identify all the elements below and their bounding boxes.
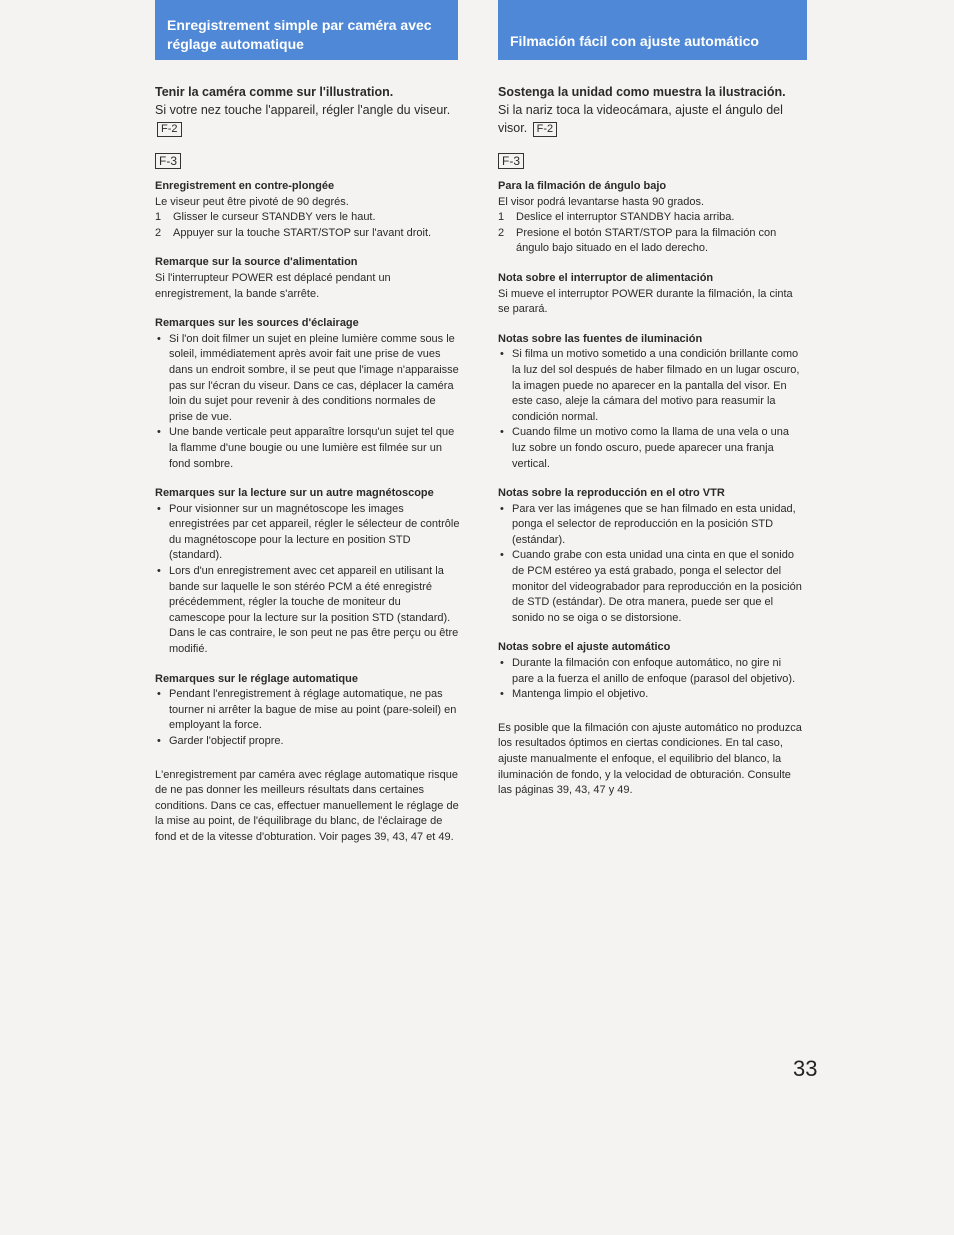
section-title-lighting: Remarques sur les sources d'éclairage <box>155 317 359 330</box>
section-text-low-angle: Le viseur peut être pivoté de 90 degrés. <box>155 195 349 208</box>
intro-bold-fr: Tenir la caméra comme sur l'illustration. <box>155 85 394 99</box>
figure-ref-f2: F-2 <box>157 122 182 137</box>
section-title-auto: Notas sobre el ajuste automático <box>498 641 671 654</box>
steps-list <box>155 210 460 241</box>
bullet-item: • Pour visionner sur un magnétoscope les images enregistrées par cet appareil, régler le sélecteur de contrôle du magnétoscope pour la lecture en position STD (standard). <box>155 502 460 564</box>
bullet-item: • Une bande verticale peut apparaître lorsqu'un sujet tel que la flamme d'une bougie ou une lumière est filmée sur un fond sombre. <box>155 425 460 472</box>
step-text: Presione el botón START/STOP para la filmación con ángulo bajo situado en el lado derecho. <box>516 226 777 255</box>
closing-paragraph: Es posible que la filmación con ajuste automático no produzca los resultados óptimos en ciertas condiciones. En tal caso, ajuste manualmente el enfoque, el equilibrio del blanco, la iluminación de fondo, y la velocidad de obturación. Consulte las páginas 39, 43, 47 y 49. <box>498 721 802 797</box>
section-title-power: Remarque sur la source d'alimentation <box>155 256 358 269</box>
bullet-item: • Mantenga limpio el objetivo. <box>498 687 806 703</box>
section-text-power: Si l'interrupteur POWER est déplacé pendant un enregistrement, la bande s'arrête. <box>155 271 391 300</box>
section-title-playback: Remarques sur la lecture sur un autre magnétoscope <box>155 487 434 500</box>
figure-label-f3: F-3 <box>155 153 181 169</box>
step-text: Glisser le curseur STANDBY vers le haut. <box>173 211 376 224</box>
steps-list <box>498 210 806 257</box>
bullet-item: • Durante la filmación con enfoque automático, no gire ni pare a la fuerza el anillo de enfoque (parasol del objetivo). <box>498 656 806 687</box>
step-text: Deslice el interruptor STANDBY hacia arriba. <box>516 211 735 224</box>
column-es <box>498 83 806 799</box>
bullet-list <box>498 347 806 472</box>
figure-ref-f2: F-2 <box>533 122 558 137</box>
intro-text-es <box>498 101 806 137</box>
column-fr <box>155 83 460 846</box>
page-number: 33 <box>793 1056 818 1081</box>
figure-label-f3: F-3 <box>498 153 524 169</box>
section-title-playback: Notas sobre la reproducción en el otro VTR <box>498 487 725 500</box>
step-item <box>498 226 806 257</box>
bullet-item: • Cuando grabe con esta unidad una cinta en que el sonido de PCM estéreo ya está grabado, ponga el selector del monitor del videograbador para reproducción en la posición de STD (estándar). De otra manera, puede ser que el sonido no se oiga o se distorsione. <box>498 548 806 626</box>
step-item <box>155 210 460 226</box>
step-number: 1 <box>498 211 505 224</box>
header-es: Filmación fácil con ajuste automático <box>498 0 807 60</box>
section-title-auto: Remarques sur le réglage automatique <box>155 672 358 685</box>
section-text-low-angle: El visor podrá levantarse hasta 90 grados. <box>498 195 705 208</box>
bullet-item: • Lors d'un enregistrement avec cet appareil en utilisant la bande sur laquelle le son stéréo PCM a été enregistré précédemment, régler la touche de moniteur du camescope pour la lecture sur la position STD (standard). Dans le cas contraire, le son peut ne pas être perçu ou être modifié. <box>155 564 460 658</box>
intro-text: Si la nariz toca la videocámara, ajuste el ángulo del visor. <box>498 103 783 135</box>
bullet-list <box>155 332 460 472</box>
bullet-item: • Si l'on doit filmer un sujet en pleine lumière comme sous le soleil, immédiatement après avoir fait une prise de vues dans un endroit sombre, il se peut que l'image n'apparaisse pas sur l'écran du viseur. Dans ce cas, déplacer la caméra loin du sujet pour revenir à des conditions normales de prise de vue. <box>155 332 460 426</box>
bullet-list <box>498 502 806 627</box>
intro-text: Si votre nez touche l'appareil, régler l'angle du viseur. <box>155 103 451 117</box>
bullet-item: • Si filma un motivo sometido a una condición brillante como la luz del sol después de haber filmado en un lugar oscuro, la imagen puede no aparecer en la pantalla del visor. En este caso, aleje la cámara del motivo para reasumir la condición normal. <box>498 347 806 425</box>
bullet-list <box>155 502 460 658</box>
section-text-power: Si mueve el interruptor POWER durante la filmación, la cinta se parará. <box>498 287 793 316</box>
bullet-list <box>498 656 806 703</box>
bullet-item: • Para ver las imágenes que se han filmado en esta unidad, ponga el selector de reproducción en la posición STD (estándar). <box>498 502 806 549</box>
bullet-list <box>155 687 460 749</box>
step-number: 2 <box>155 226 162 239</box>
step-number: 1 <box>155 211 162 224</box>
step-item <box>498 210 806 226</box>
intro-bold-es: Sostenga la unidad como muestra la ilustración. <box>498 85 786 99</box>
section-title-power: Nota sobre el interruptor de alimentación <box>498 271 714 284</box>
step-text: Appuyer sur la touche START/STOP sur l'avant droit. <box>173 226 432 239</box>
section-title-low-angle: Enregistrement en contre-plongée <box>155 180 335 192</box>
bullet-item: • Cuando filme un motivo como la llama de una vela o una luz sobre un fondo oscuro, puede aparecer una franja vertical. <box>498 425 806 472</box>
section-title-lighting: Notas sobre las fuentes de iluminación <box>498 332 703 345</box>
step-number: 2 <box>498 226 505 239</box>
section-title-low-angle: Para la filmación de ángulo bajo <box>498 180 667 192</box>
bullet-item: • Garder l'objectif propre. <box>155 734 460 750</box>
intro-text-fr <box>155 101 460 137</box>
bullet-item: • Pendant l'enregistrement à réglage automatique, ne pas tourner ni arrêter la bague de mise au point (pare-soleil) en employant la force. <box>155 687 460 734</box>
step-item <box>155 226 460 242</box>
header-fr: Enregistrement simple par caméra avec réglage automatique <box>155 0 458 60</box>
closing-paragraph: L'enregistrement par caméra avec réglage automatique risque de ne pas donner les meilleurs résultats dans certaines conditions. Dans ce cas, effectuer manuellement le réglage de la mise au point, de l'équilibrage du blanc, de l'éclairage de fond et de la vitesse d'obturation. Voir pages 39, 43, 47 et 49. <box>155 768 459 843</box>
